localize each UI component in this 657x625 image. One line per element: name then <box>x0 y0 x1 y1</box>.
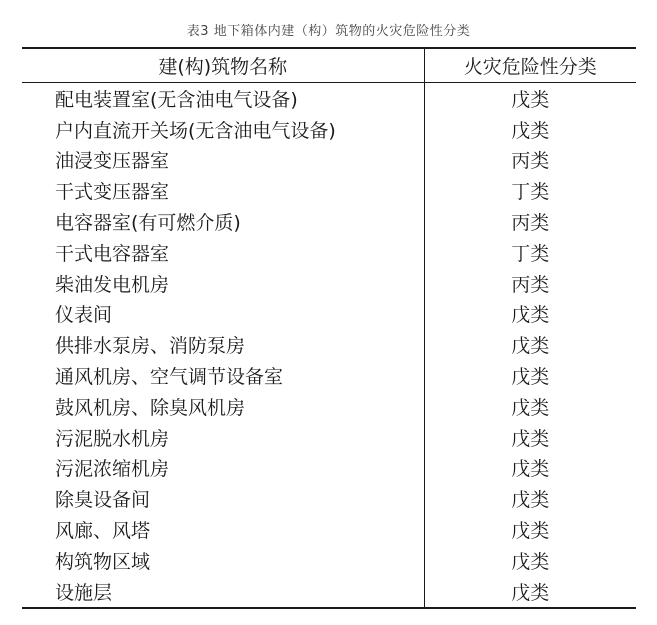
building-name-cell: 污泥脱水机房 <box>22 422 424 453</box>
hazard-category-cell: 丙类 <box>511 150 550 173</box>
hazard-category-cell: 戊类 <box>511 489 550 512</box>
column-header-name: 建(构)筑物名称 <box>22 48 424 83</box>
building-name-cell: 除臭设备间 <box>22 483 424 514</box>
hazard-category-cell: 丙类 <box>511 273 550 296</box>
hazard-category-cell: 戊类 <box>511 396 550 419</box>
table-row <box>22 483 636 514</box>
hazard-category-cell: 丁类 <box>511 181 550 204</box>
hazard-category-cell: 戊类 <box>511 458 550 481</box>
building-name-cell: 柴油发电机房 <box>22 268 424 299</box>
building-name-cell: 仪表间 <box>22 299 424 330</box>
hazard-category-cell: 丙类 <box>511 212 550 235</box>
fire-hazard-table-wrapper <box>22 47 636 609</box>
hazard-category-cell: 丁类 <box>511 242 550 265</box>
building-name-cell: 风廊、风塔 <box>22 514 424 545</box>
table-row <box>22 576 636 608</box>
column-header-category: 火灾危险性分类 <box>463 56 597 78</box>
table-row <box>22 514 636 545</box>
building-name-cell: 构筑物区域 <box>22 545 424 576</box>
building-name-cell: 污泥浓缩机房 <box>22 453 424 484</box>
building-name-cell: 户内直流开关场(无含油电气设备) <box>22 114 424 145</box>
table-row <box>22 237 636 268</box>
table-row <box>22 175 636 206</box>
hazard-category-cell: 戊类 <box>511 581 550 604</box>
table-row <box>22 391 636 422</box>
header-row <box>22 48 636 83</box>
table-caption: 表3 地下箱体内建（构）筑物的火灾危险性分类 <box>186 24 471 39</box>
table-row <box>22 545 636 576</box>
table-row <box>22 360 636 391</box>
table-header <box>22 48 636 83</box>
building-name-cell: 鼓风机房、除臭风机房 <box>22 391 424 422</box>
hazard-category-cell: 戊类 <box>511 520 550 543</box>
table-row <box>22 268 636 299</box>
hazard-category-cell: 戊类 <box>511 88 550 111</box>
table-row <box>22 329 636 360</box>
hazard-category-cell: 戊类 <box>511 366 550 389</box>
table-row <box>22 422 636 453</box>
table-row <box>22 206 636 237</box>
table-row <box>22 83 636 114</box>
building-name-cell: 干式变压器室 <box>22 175 424 206</box>
hazard-category-cell: 戊类 <box>511 550 550 573</box>
building-name-cell: 干式电容器室 <box>22 237 424 268</box>
hazard-category-cell: 戊类 <box>511 304 550 327</box>
fire-hazard-table <box>22 47 636 609</box>
hazard-category-cell: 戊类 <box>511 427 550 450</box>
building-name-cell: 电容器室(有可燃介质) <box>22 206 424 237</box>
building-name-cell: 供排水泵房、消防泵房 <box>22 329 424 360</box>
table-row <box>22 299 636 330</box>
table-body <box>22 83 636 608</box>
hazard-category-cell: 戊类 <box>511 335 550 358</box>
building-name-cell: 油浸变压器室 <box>22 145 424 176</box>
hazard-category-cell: 戊类 <box>511 119 550 142</box>
building-name-cell: 设施层 <box>22 576 424 608</box>
table-row <box>22 453 636 484</box>
building-name-cell: 配电装置室(无含油电气设备) <box>22 83 424 114</box>
table-row <box>22 114 636 145</box>
table-row <box>22 145 636 176</box>
building-name-cell: 通风机房、空气调节设备室 <box>22 360 424 391</box>
